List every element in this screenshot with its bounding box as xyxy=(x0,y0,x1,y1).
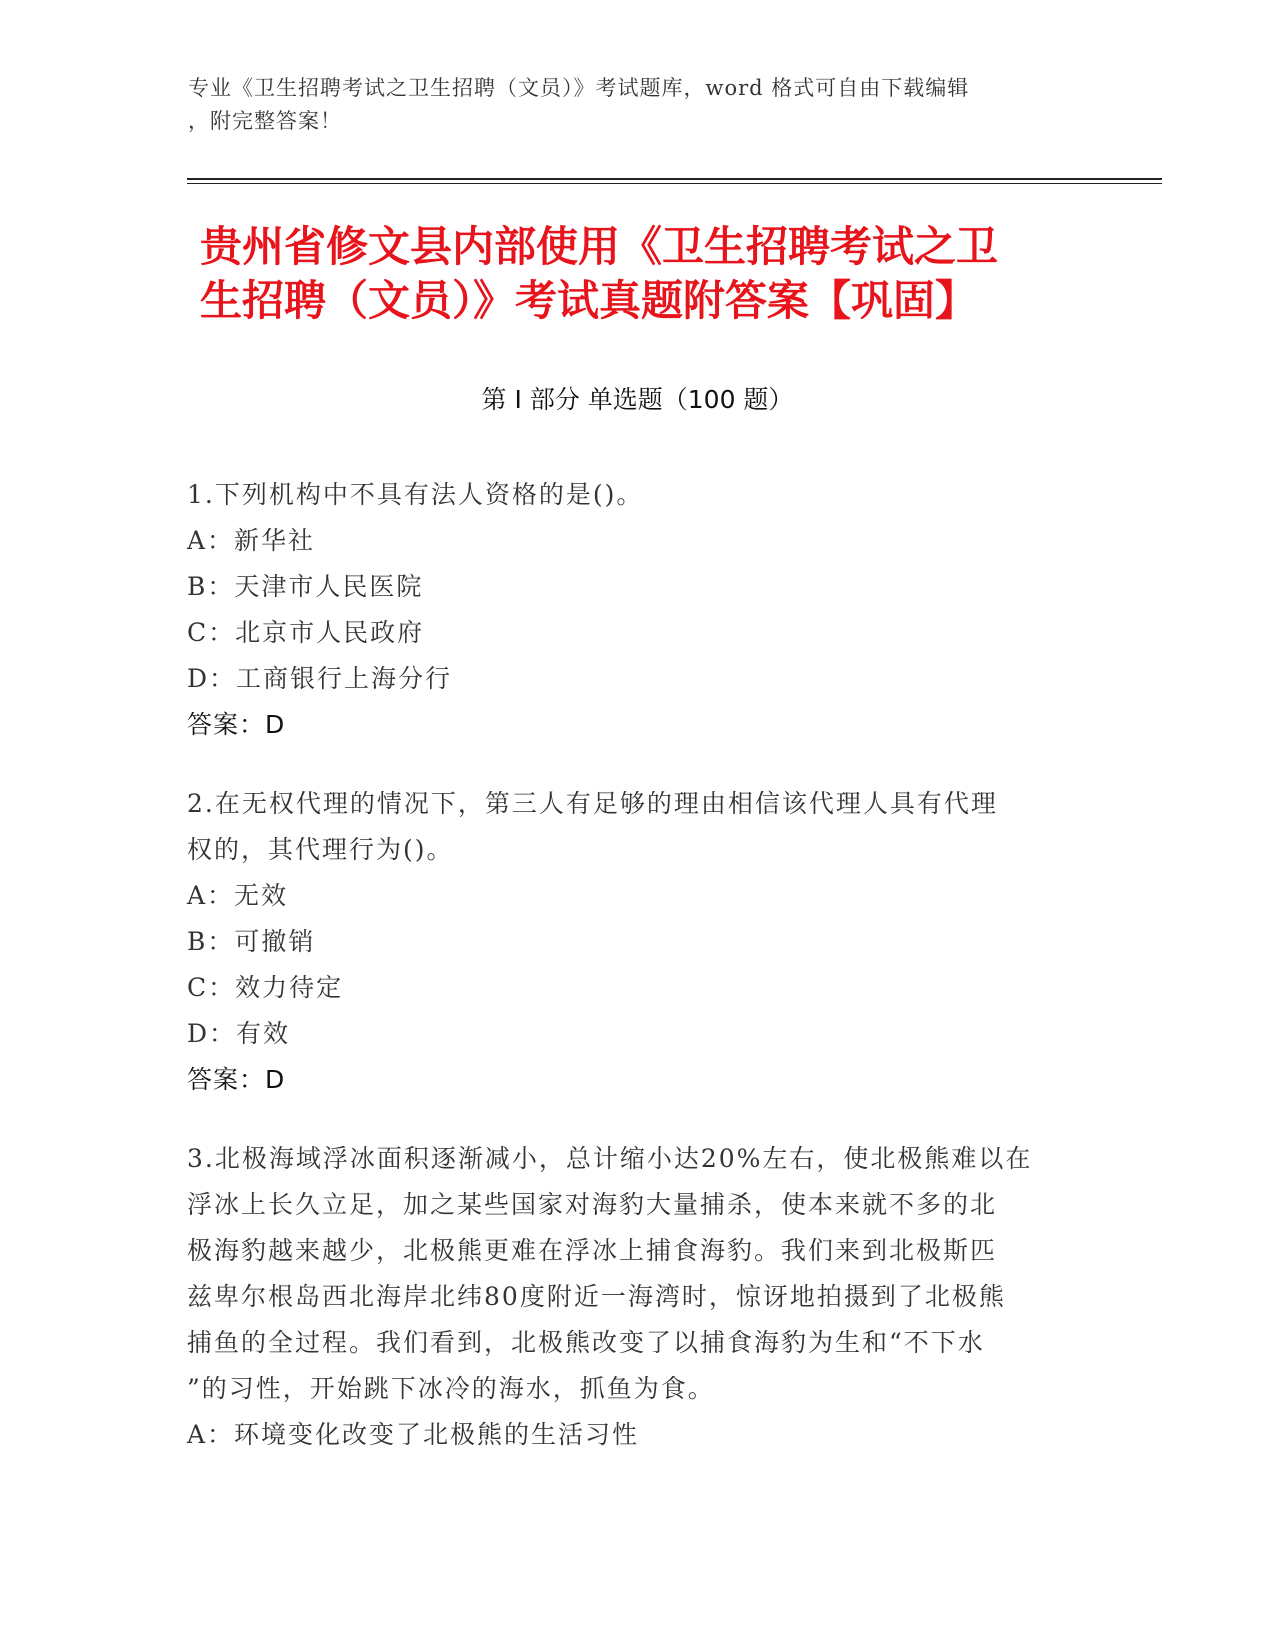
header-divider-thin xyxy=(187,183,1162,184)
option-d: D：工商银行上海分行 xyxy=(187,664,453,693)
option-b: B：可撤销 xyxy=(187,927,316,956)
question-stem-line-1: 3.北极海域浮冰面积逐渐减小，总计缩小达20%左右，使北极熊难以在 xyxy=(187,1144,1033,1173)
answer-line: 答案：D xyxy=(187,710,286,739)
question-stem-line-4: 兹卑尔根岛西北海岸北纬80度附近一海湾时，惊讶地拍摄到了北极熊 xyxy=(187,1282,1006,1311)
question-3 xyxy=(187,1136,1077,1458)
header-note xyxy=(188,72,1088,138)
header-note-line-1: 专业《卫生招聘考试之卫生招聘（文员）》考试题库，word 格式可自由下载编辑 xyxy=(188,76,970,100)
question-stem-line-3: 极海豹越来越少，北极熊更难在浮冰上捕食海豹。我们来到北极斯匹 xyxy=(187,1236,998,1265)
question-2 xyxy=(187,781,1077,1103)
document-title-line-1: 贵州省修文县内部使用《卫生招聘考试之卫 xyxy=(200,222,999,271)
question-stem: 1.下列机构中不具有法人资格的是()。 xyxy=(187,480,644,509)
option-d: D：有效 xyxy=(187,1019,291,1048)
header-divider-thick xyxy=(187,178,1162,180)
option-a: A：环境变化改变了北极熊的生活习性 xyxy=(187,1420,640,1449)
document-title xyxy=(200,220,1080,328)
option-a: A：新华社 xyxy=(187,526,316,555)
option-c: C：效力待定 xyxy=(187,973,344,1002)
header-note-line-2: ，附完整答案！ xyxy=(188,109,342,133)
document-title-line-2: 生招聘（文员）》考试真题附答案【巩固】 xyxy=(200,276,978,325)
question-stem-line-2: 浮冰上长久立足，加之某些国家对海豹大量捕杀，使本来就不多的北 xyxy=(187,1190,998,1219)
question-stem-line-5: 捕鱼的全过程。我们看到，北极熊改变了以捕食海豹为生和“不下水 xyxy=(187,1328,985,1357)
question-stem-line-1: 2.在无权代理的情况下，第三人有足够的理由相信该代理人具有代理 xyxy=(187,789,998,818)
option-c: C：北京市人民政府 xyxy=(187,618,425,647)
question-1 xyxy=(187,472,1077,748)
question-list xyxy=(187,472,1077,1491)
section-heading: 第 I 部分 单选题（100 题） xyxy=(481,385,794,414)
question-stem-line-2: 权的，其代理行为()。 xyxy=(187,835,454,864)
question-stem-line-6: ”的习性，开始跳下冰冷的海水，抓鱼为食。 xyxy=(187,1374,715,1403)
option-a: A：无效 xyxy=(187,881,289,910)
option-b: B：天津市人民医院 xyxy=(187,572,424,601)
answer-line: 答案：D xyxy=(187,1065,286,1094)
